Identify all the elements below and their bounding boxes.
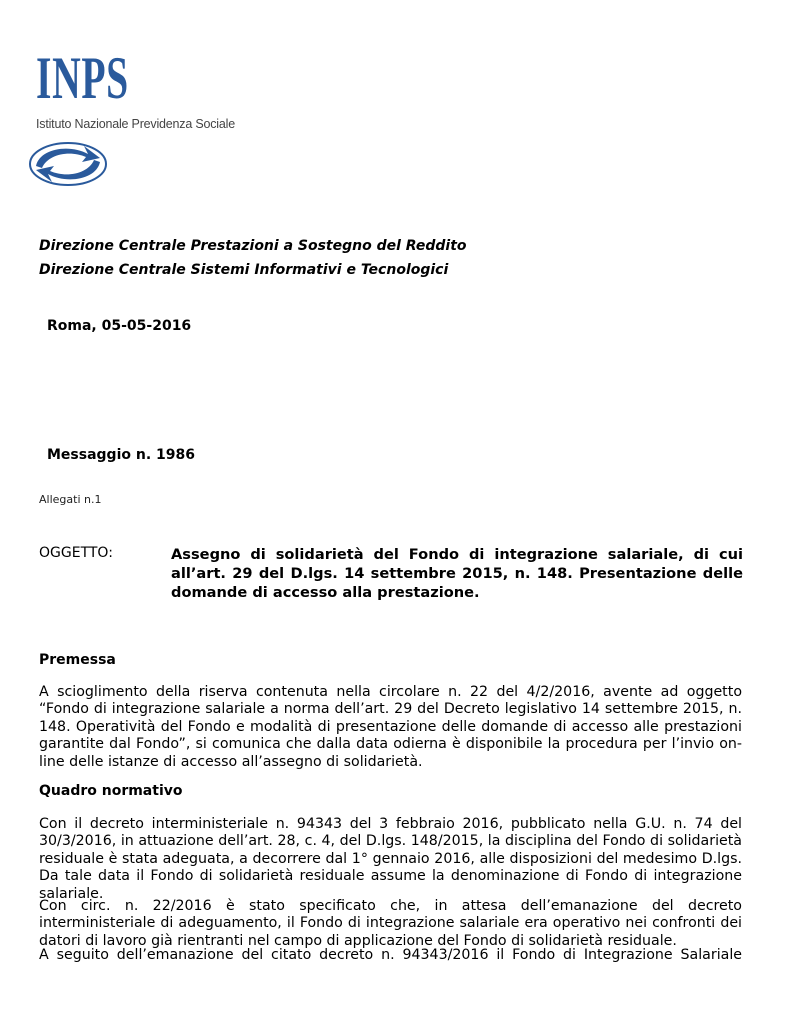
date-line: Roma, 05-05-2016 (47, 318, 192, 334)
direction-sistemi-informativi: Direzione Centrale Sistemi Informativi e Tecnologici (39, 262, 449, 278)
message-number: Messaggio n. 1986 (47, 447, 195, 463)
attachments-count: Allegati n.1 (39, 493, 102, 506)
quadro-normativo-heading: Quadro normativo (39, 783, 183, 799)
premessa-paragraph: A scioglimento della riserva contenuta nella circolare n. 22 del 4/2/2016, avente ad oggetto “Fondo di integrazione salariale a norma dell’art. 29 del Decreto legislativo 14 settembre 2015, n. 148. Operatività del Fondo e modalità di presentazione delle domande di accesso alle prestazioni garantite dal Fondo”, si comunica che dalla data odierna è disponibile la procedura per l’invio on-line delle istanze di accesso all’assegno di solidarietà. (39, 684, 742, 770)
direction-prestazioni: Direzione Centrale Prestazioni a Sostegno del Reddito (39, 238, 467, 254)
inps-logo-wordmark: INPS (36, 45, 129, 111)
quadro-paragraph-3: A seguito dell’emanazione del citato decreto n. 94343/2016 il Fondo di Integrazione Salariale (39, 947, 742, 963)
premessa-heading: Premessa (39, 652, 116, 668)
inps-logo-subtitle: Istituto Nazionale Previdenza Sociale (36, 117, 235, 131)
quadro-paragraph-2: Con circ. n. 22/2016 è stato specificato che, in attesa dell’emanazione del decreto interministeriale di adeguamento, il Fondo di integrazione salariale era operativo nei confronti dei datori di lavoro già rientranti nel campo di applicazione del Fondo di solidarietà residuale. (39, 898, 742, 949)
subject-label: OGGETTO: (39, 545, 113, 561)
quadro-paragraph-1: Con il decreto interministeriale n. 94343 del 3 febbraio 2016, pubblicato nella G.U. n. 74 del 30/3/2016, in attuazione dell’art. 28, c. 4, del D.lgs. 148/2015, la disciplina del Fondo di solidarietà residuale è stata adeguata, a decorrere dal 1° gennaio 2016, alle disposizioni del medesimo D.lgs. Da tale data il Fondo di solidarietà residuale assume la denominazione di Fondo di integrazione salariale. (39, 816, 742, 902)
inps-arrows-logo-icon (26, 138, 110, 190)
subject-text: Assegno di solidarietà del Fondo di integrazione salariale, di cui all’art. 29 del D.lgs. 14 settembre 2015, n. 148. Presentazione delle domande di accesso alla prestazione. (171, 546, 743, 601)
